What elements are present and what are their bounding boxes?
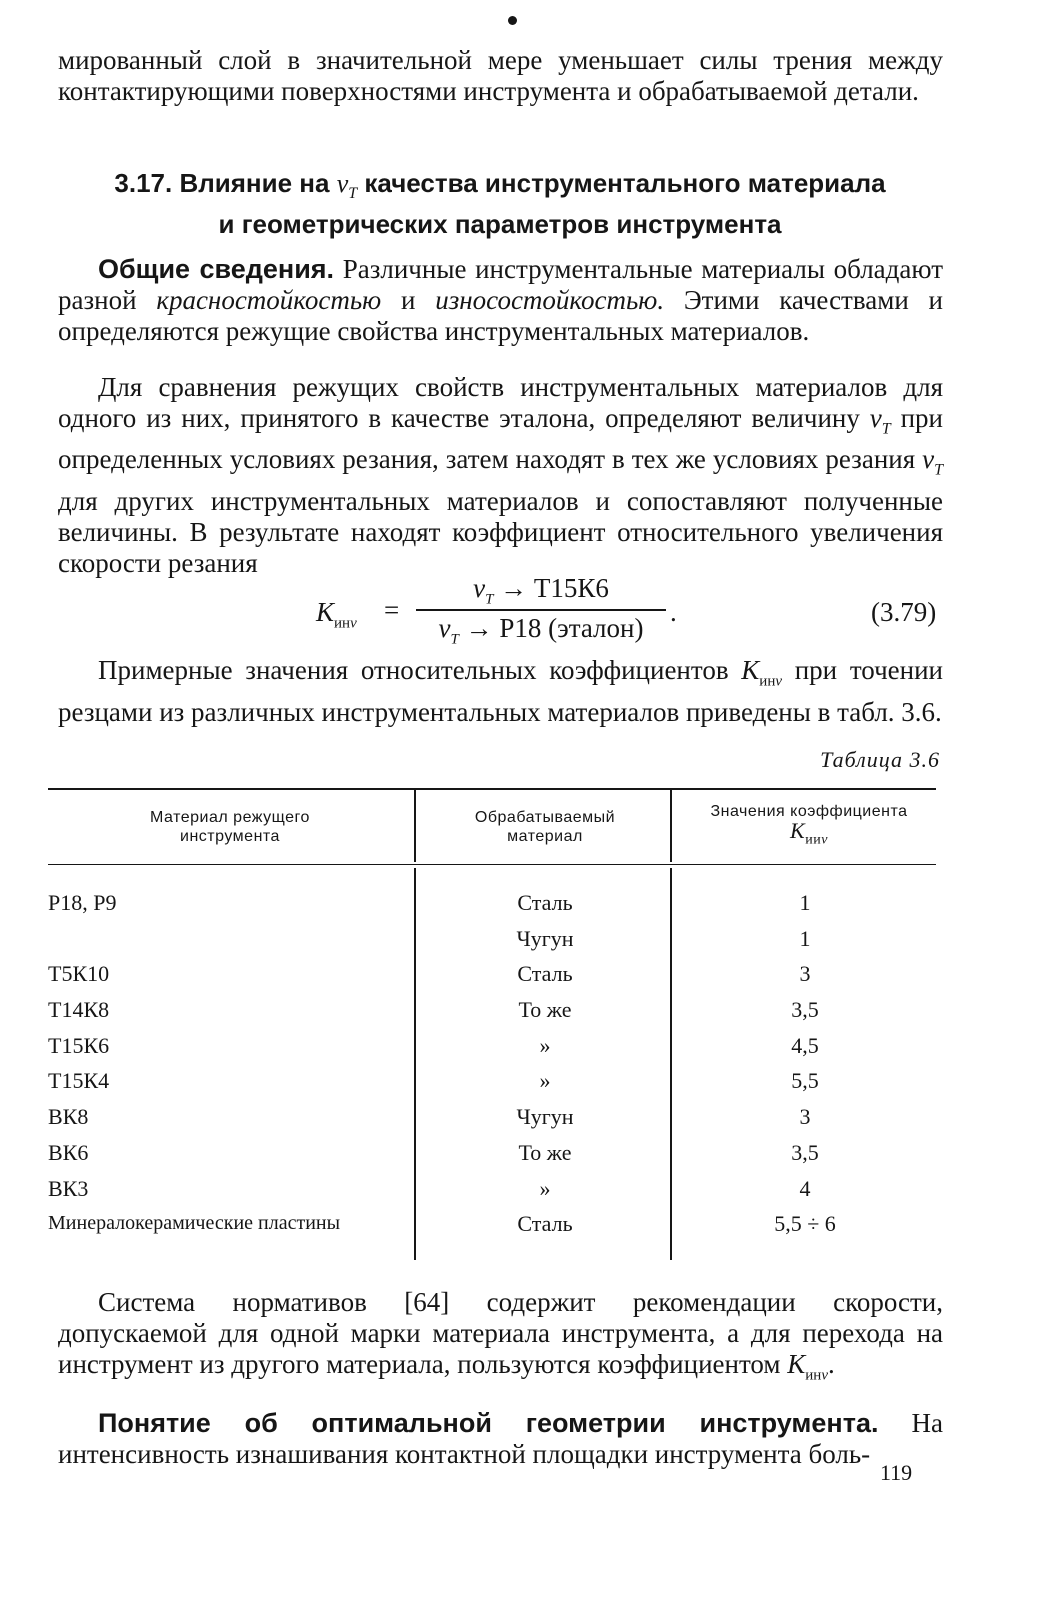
table-caption: Таблица 3.6 (820, 747, 940, 772)
page-number: 119 (880, 1460, 913, 1485)
table-cell: То же (518, 997, 572, 1022)
term-red-hardness: красностойкостью (156, 285, 382, 315)
table-cell: 3 (799, 1104, 811, 1129)
table-cell: То же (518, 1140, 572, 1165)
paragraph-comparison: Для сравнения режущих свойств инструментальных материалов для одного из них, принятого в качестве эталона, определяют величину $v_T$ при определенных условиях резания, затем находят в тех же условиях резания $v_T$ для других инструментальных материалов и сопоставляют полученные величины. В результате находят коэффициент относительного увеличения скорости резания (58, 372, 944, 578)
fraction-bar (416, 609, 666, 611)
table-cell: ВК6 (48, 1140, 89, 1165)
table-cell: Т5К10 (48, 961, 110, 986)
section-heading-line1 (60, 168, 940, 209)
table-col-divider (414, 790, 416, 862)
equals-sign: = (384, 595, 400, 625)
table-cell: » (539, 1033, 551, 1058)
header-coefficient-symbol: $K_{ииv}$ (790, 818, 828, 848)
table-cell: Чугун (516, 926, 574, 951)
section-title-part: качества инструментального материала (364, 168, 886, 198)
table-cell: ВК8 (48, 1104, 89, 1129)
table-cell: Т15К6 (48, 1033, 110, 1058)
table-cell: 4,5 (791, 1033, 819, 1058)
table-top-rule (48, 788, 936, 790)
paragraph-table-intro: Примерные значения относительных коэффициентов $K_{инv}$ при точении резцами из различных инструментальных материалов приведены в табл. 3.6. (58, 655, 943, 728)
formula-period: . (670, 597, 677, 627)
vt-symbol: $v_T$ (336, 169, 358, 203)
table-col-divider (414, 868, 416, 1260)
formula-lhs: $K_{инv}$ (316, 597, 357, 632)
paragraph-optimal-geometry: Понятие об оптимальной геометрии инструмента. На интенсивность изнашивания контактной площадки инструмента боль- (58, 1408, 943, 1469)
equation-number: (3.79) (871, 597, 937, 627)
table-cell: ВК3 (48, 1176, 89, 1201)
table-cell: 4 (799, 1176, 811, 1201)
paragraph-standards: Система нормативов [64] содержит рекомендации скорости, допускаемой для одной марки материала инструмента, а для перехода на инструмент из другого материала, пользуются коэффициентом $K_{инv}$. (58, 1287, 943, 1384)
table-cell: 5,5 ÷ 6 (774, 1211, 836, 1236)
header-coefficient-label: Значения коэффициента (710, 803, 908, 820)
term-wear-resistance: износостойкостью. (435, 285, 665, 315)
run-in-heading: Понятие об оптимальной геометрии инструмента. (98, 1408, 879, 1438)
section-heading (60, 168, 940, 239)
table-cell: 3,5 (791, 1140, 819, 1165)
section-heading-line2: и геометрических параметров инструмента (218, 209, 782, 240)
table-cell: 3,5 (791, 997, 819, 1022)
header-tool-material: Материал режущего инструмента (150, 809, 310, 845)
table-cell: Сталь (517, 961, 573, 986)
top-paragraph: мированный слой в значительной мере уменьшает силы трения между контактирующими поверхностями инструмента и обрабатываемой детали. (58, 45, 943, 106)
table-col-divider (670, 790, 672, 862)
formula-fraction (416, 573, 666, 648)
table-col-divider (670, 868, 672, 1260)
run-in-heading: Общие сведения. (98, 254, 335, 284)
table-cell: 5,5 (791, 1068, 819, 1093)
table-cell: Т14К8 (48, 997, 110, 1022)
section-title-part: Влияние на (179, 168, 330, 198)
paragraph-general: Общие сведения. Различные инструментальные материалы обладают разной красностойкостью и износостойкостью. Этими качествами и определяются режущие свойства инструментальных материалов. (58, 254, 943, 346)
table-header-rule (48, 864, 936, 865)
table-cell: 1 (799, 890, 811, 915)
table-cell: Сталь (517, 1211, 573, 1236)
header-workpiece-material: Обрабатываемый материал (474, 809, 616, 845)
ink-dot (508, 16, 517, 25)
table-cell: Минералокерамические пластины (48, 1212, 341, 1234)
formula-3-79 (316, 573, 956, 653)
header-coefficient (684, 802, 934, 849)
fraction-denominator: $v_T \to Р18$ (эталон) (438, 613, 644, 648)
table-cell: 3 (799, 961, 811, 986)
fraction-numerator: $v_T \to Т15К6$ (473, 573, 609, 608)
table-cell: » (539, 1176, 551, 1201)
table-cell: Сталь (517, 890, 573, 915)
table-cell: Т15К4 (48, 1068, 110, 1093)
section-number: 3.17. (114, 168, 173, 198)
table-cell: 1 (799, 926, 811, 951)
table-cell: Р18, Р9 (48, 890, 117, 915)
table-cell: Чугун (516, 1104, 574, 1129)
table-cell: » (539, 1068, 551, 1093)
